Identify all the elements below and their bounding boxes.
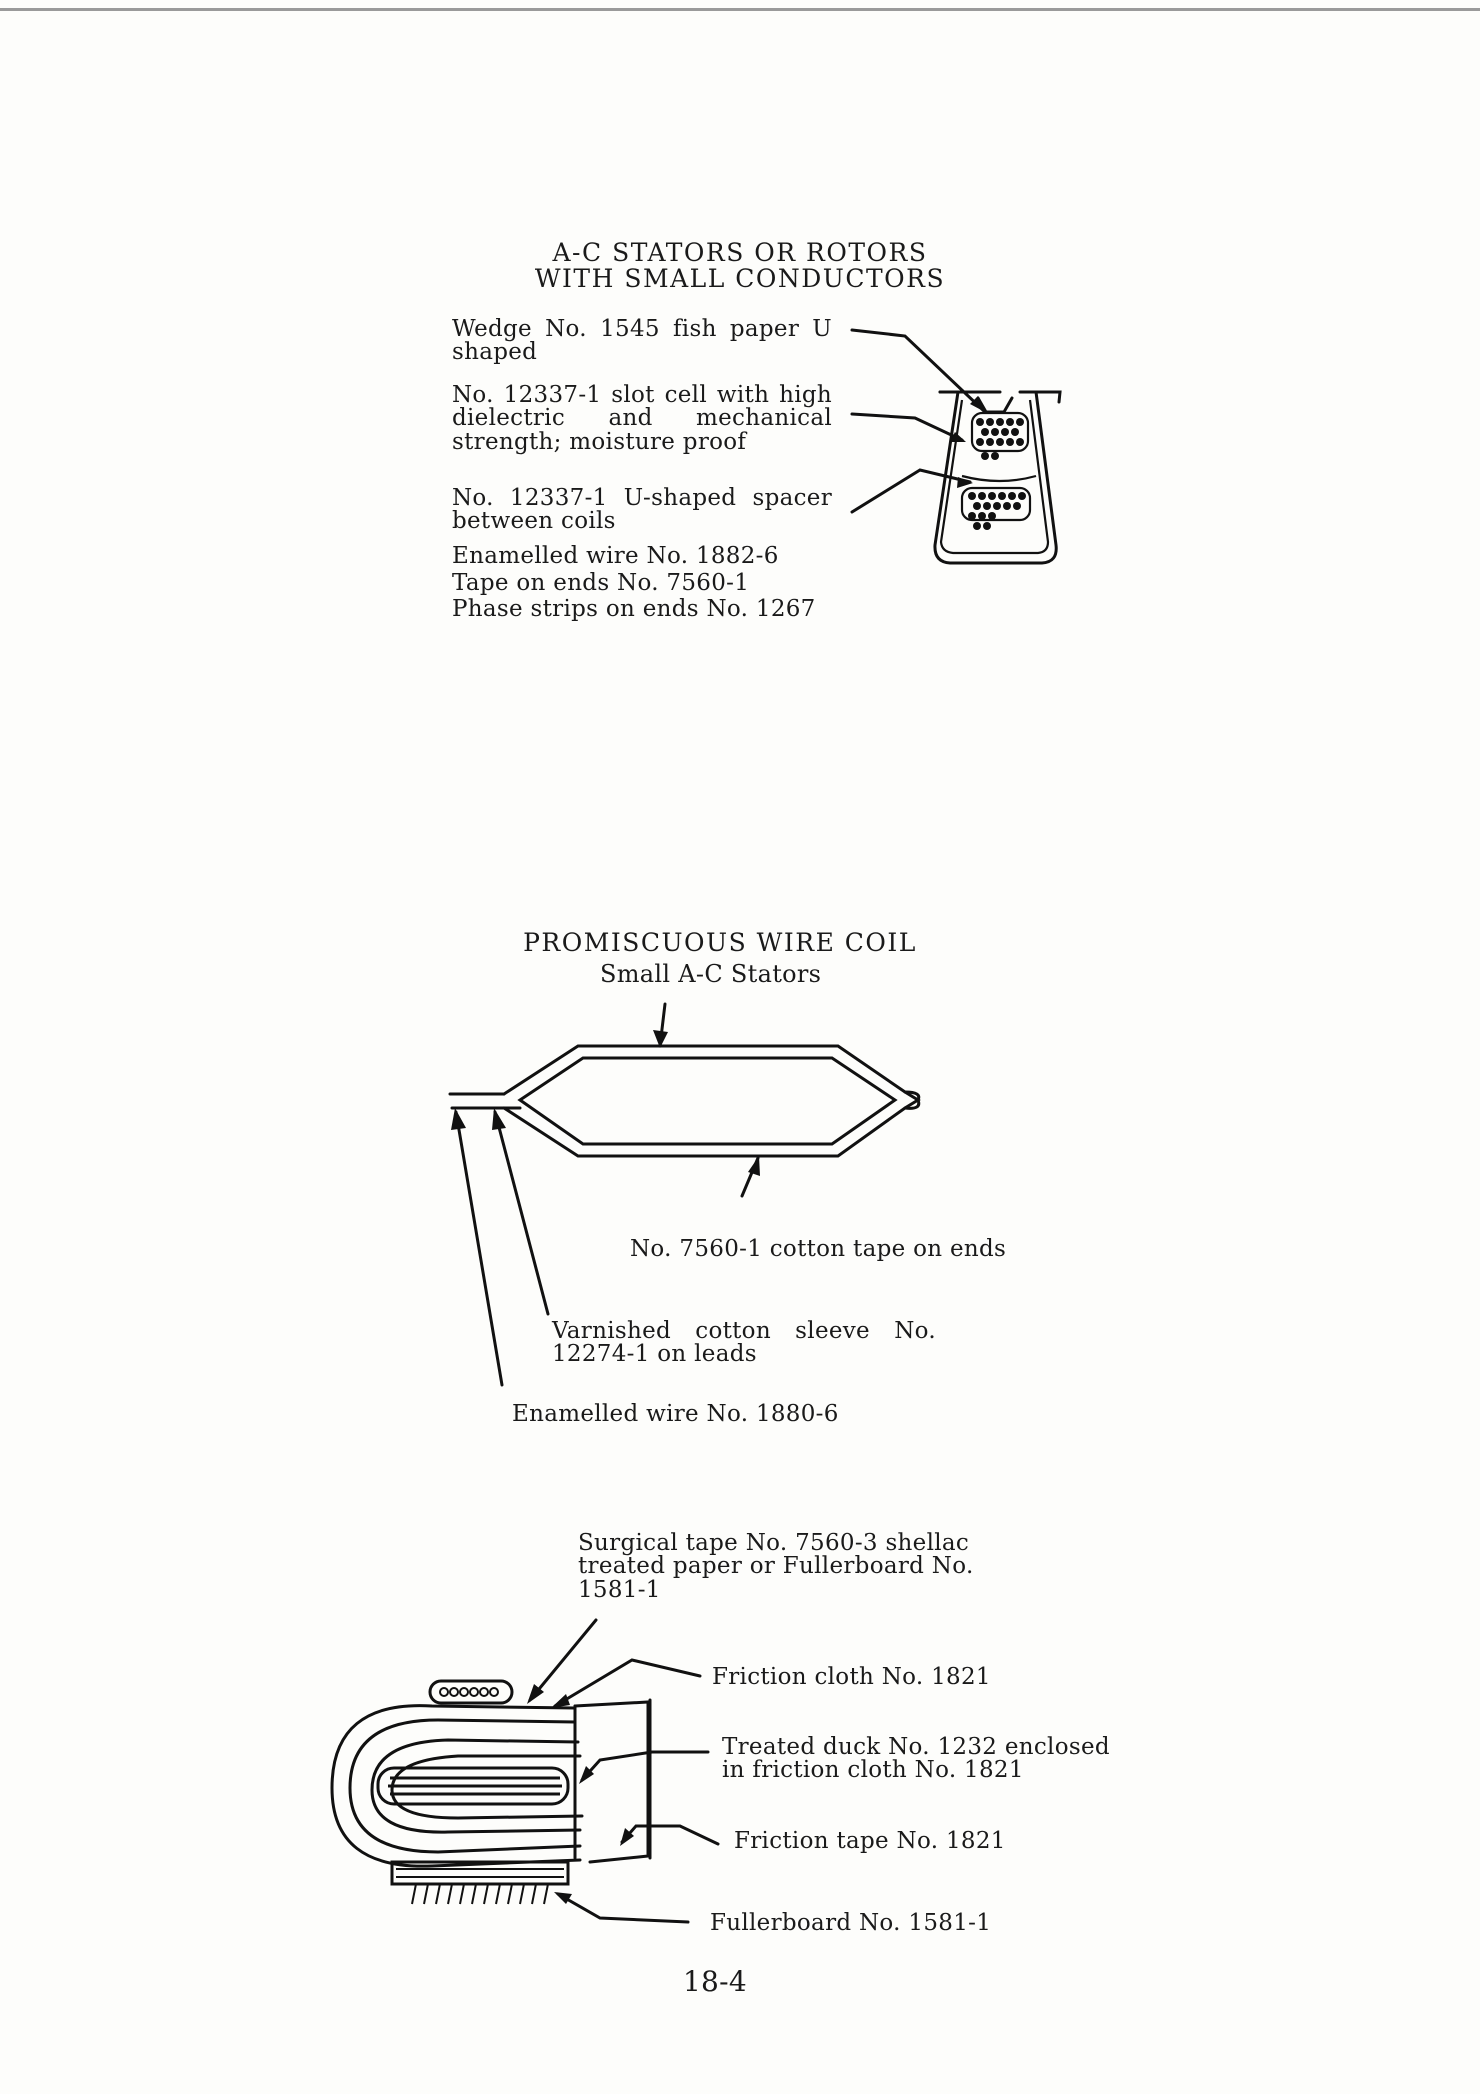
phase-strips-label: Phase strips on ends No. 1267	[452, 596, 816, 622]
wire-1880-label: Enamelled wire No. 1880-6	[512, 1401, 839, 1427]
slot-cell-label: No. 12337-1 slot cell with high dielectric and mechanical strength; moisture proof	[452, 382, 832, 455]
page-top-rule	[0, 8, 1480, 11]
cotton-tape-label: No. 7560-1 cotton tape on ends	[630, 1236, 1007, 1262]
spacer-label: No. 12337-1 U-shaped spacer between coils	[452, 485, 832, 535]
friction-cloth-label: Friction cloth No. 1821	[712, 1664, 991, 1690]
surgical-tape-label: Surgical tape No. 7560-3 shellac treated paper or Fullerboard No. 1581-1	[578, 1530, 974, 1603]
section2-subtitle: Small A-C Stators	[600, 960, 822, 988]
friction-tape-label: Friction tape No. 1821	[734, 1828, 1006, 1854]
section3-leaders	[527, 1620, 718, 1922]
section1-leaders	[852, 330, 985, 512]
section1-title-line2: WITH SMALL CONDUCTORS	[534, 264, 946, 293]
tape-7560-label: Tape on ends No. 7560-1	[452, 570, 750, 596]
treated-duck-label: Treated duck No. 1232 enclosed in friction cloth No. 1821	[722, 1734, 1110, 1784]
page-number: 18-4	[682, 1965, 748, 1998]
wedge-label: Wedge No. 1545 fish paper U shaped	[452, 316, 832, 366]
section1-title-line1: A-C STATORS OR ROTORS	[552, 238, 928, 267]
upper-conductor-bundle	[972, 413, 1028, 460]
cotton-sleeve-label: Varnished cotton sleeve No. 12274-1 on leads	[552, 1318, 936, 1368]
lower-conductor-bundle	[962, 488, 1030, 530]
section2-title: PROMISCUOUS WIRE COIL	[523, 928, 917, 957]
wire-1882-label: Enamelled wire No. 1882-6	[452, 543, 779, 569]
promiscuous-coil-drawing	[450, 1046, 919, 1156]
coil-end-insulation-drawing	[332, 1681, 650, 1904]
fullerboard-label: Fullerboard No. 1581-1	[710, 1910, 992, 1936]
slot-drawing	[935, 392, 1060, 563]
